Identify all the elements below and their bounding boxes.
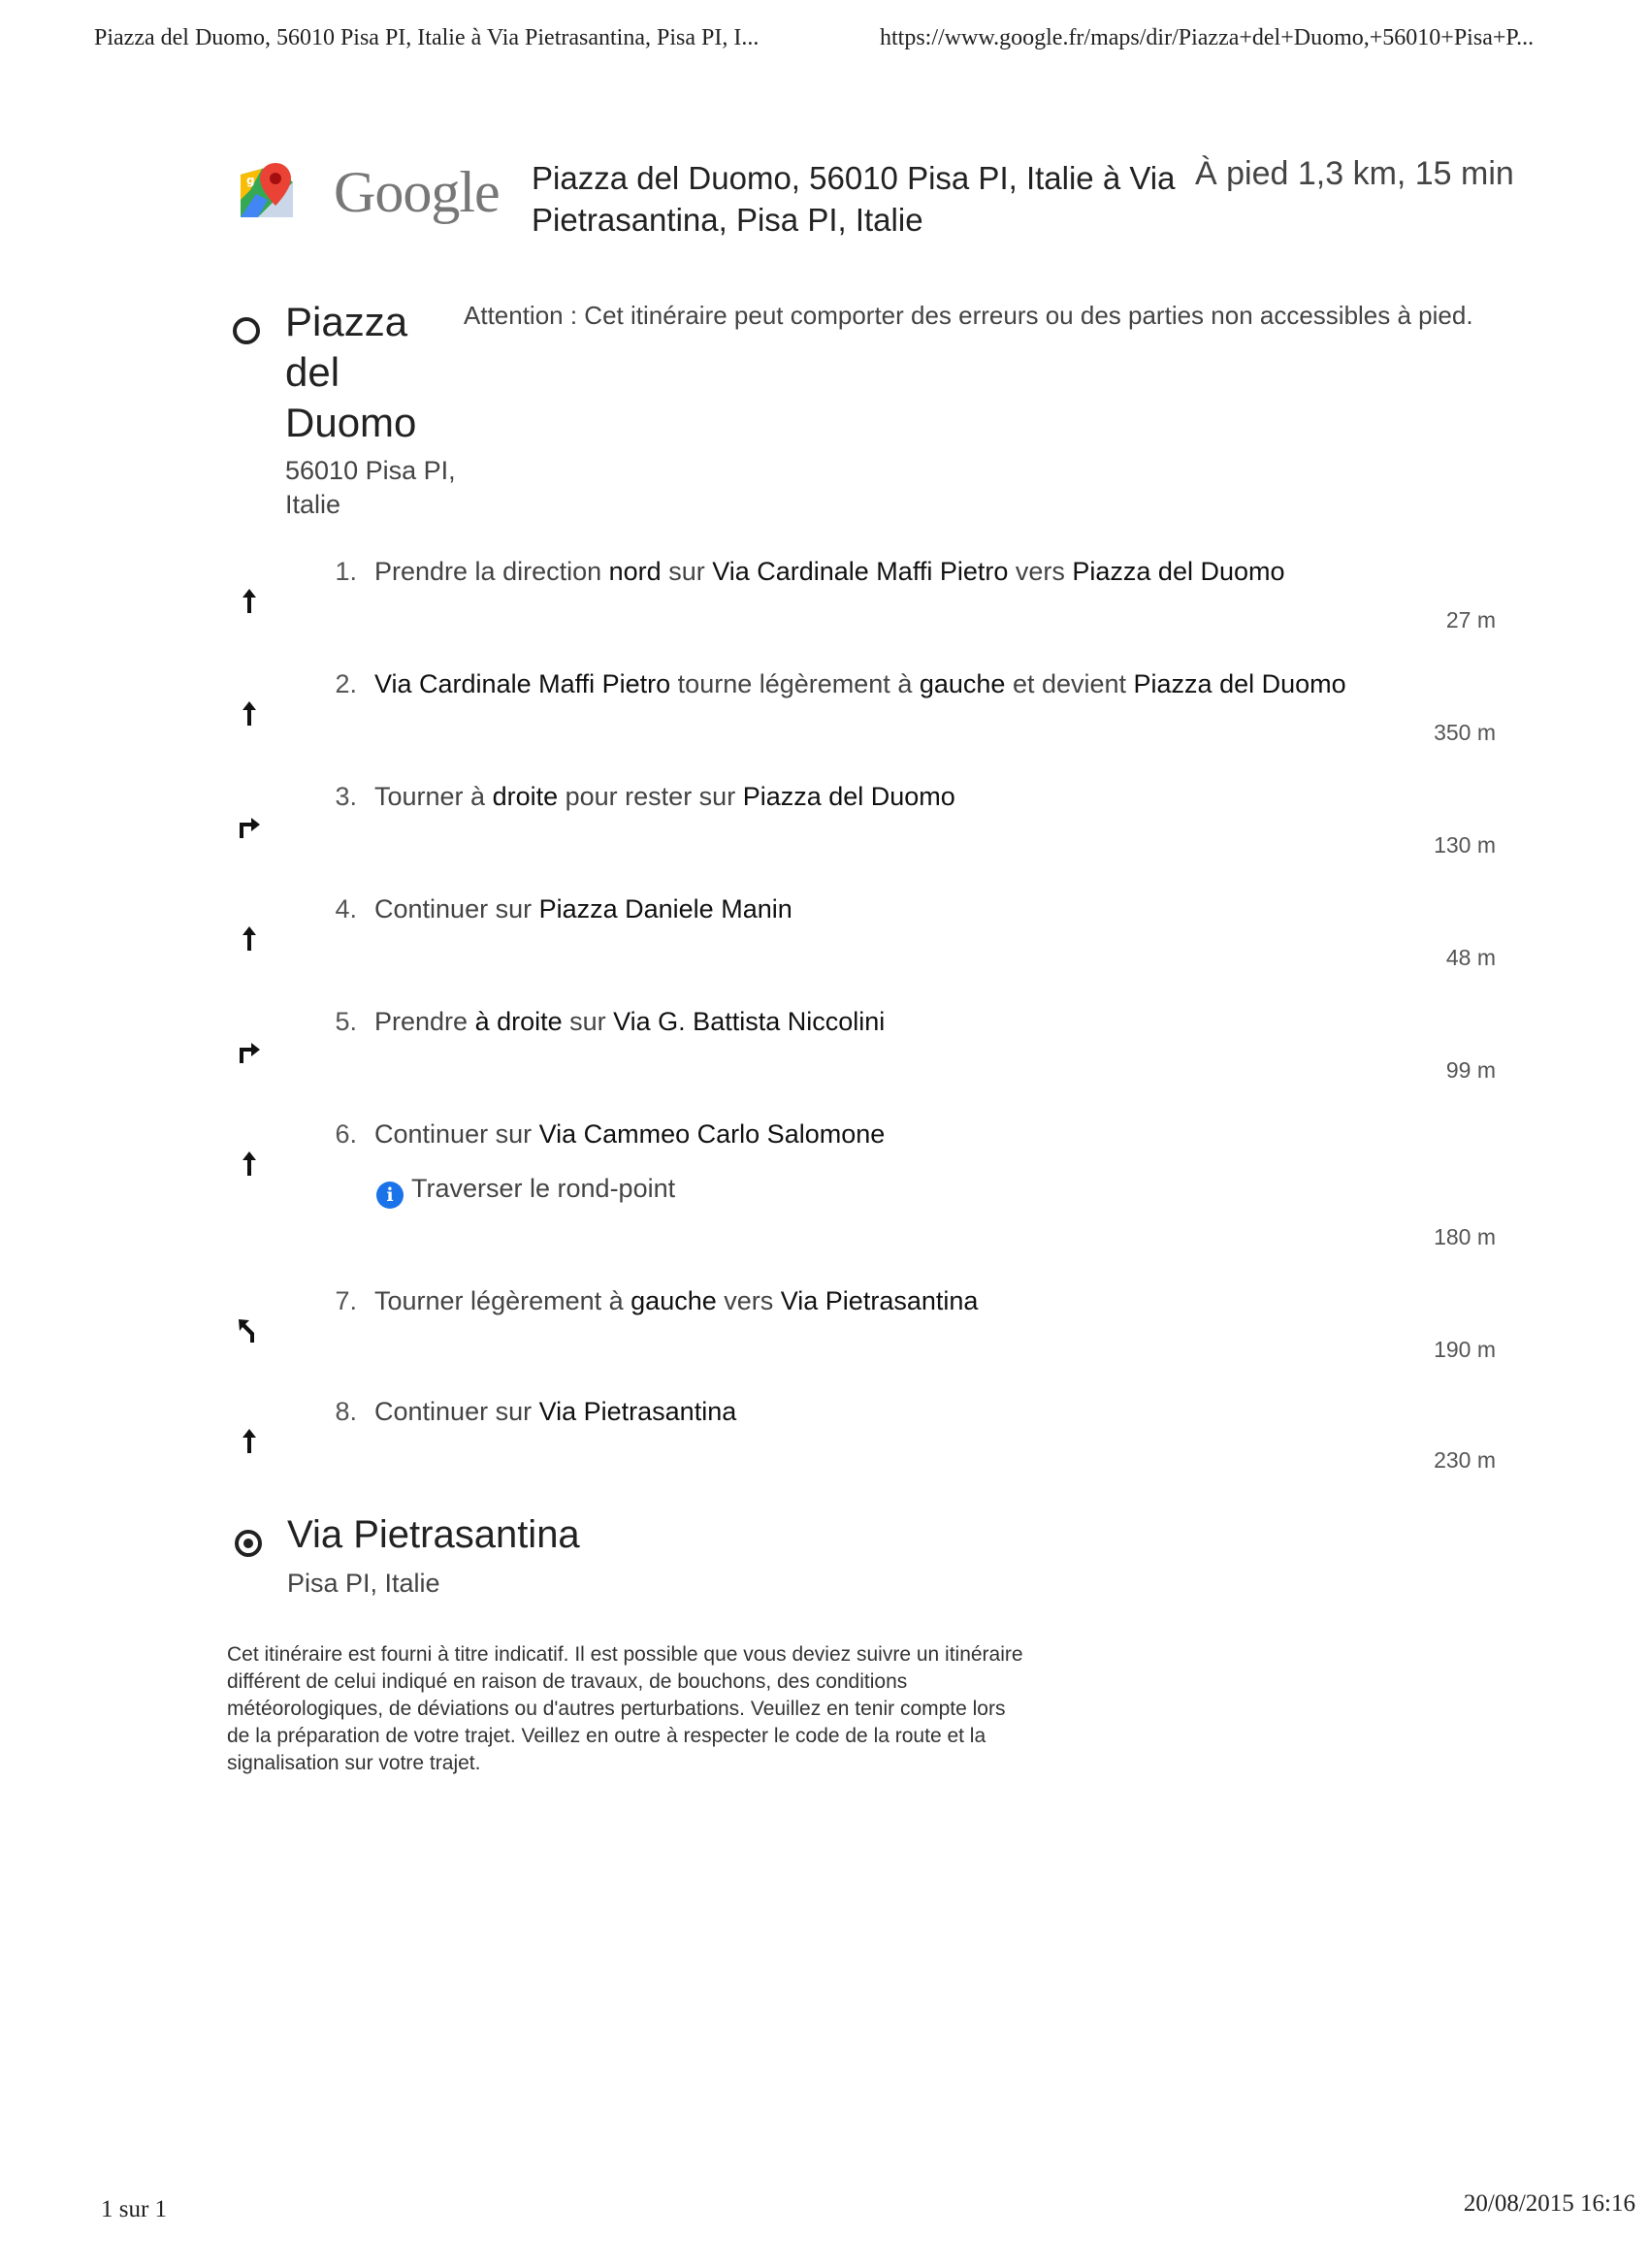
straight-arrow-icon [235,698,264,728]
straight-arrow-icon [235,923,264,953]
print-header [94,25,1630,64]
hollow-circle-icon [233,317,260,344]
destination-circle-icon [235,1530,262,1557]
step-instruction-highlight: nord [608,557,662,586]
step-instruction [374,1397,736,1427]
step-instruction-highlight: Via Cardinale Maffi Pietro [712,557,1009,586]
step-instruction [374,669,1346,699]
destination-address: Pisa PI, Italie [287,1569,440,1598]
step-instruction-text: Tourner légèrement à [374,1286,631,1315]
step-distance: 230 m [1434,1447,1496,1473]
print-footer-page: 1 sur 1 [101,2196,168,2222]
turn-right-arrow-icon [235,811,264,840]
slight-left-arrow-icon [235,1315,264,1345]
svg-text:g: g [246,174,255,187]
direction-step [0,557,1649,664]
print-header-title: Piazza del Duomo, 56010 Pisa PI, Italie à Via Pietrasantina, Pisa PI, I... [94,25,760,50]
step-number: 6. [335,1119,357,1149]
destination-name: Via Pietrasantina [287,1513,580,1556]
step-distance: 130 m [1434,832,1496,858]
route-summary: À pied 1,3 km, 15 min [1195,155,1514,192]
google-wordmark: Google [334,160,500,224]
step-instruction-text: Prendre la direction [374,557,609,586]
direction-step [0,894,1649,1001]
step-distance: 99 m [1445,1057,1496,1083]
step-instruction [374,894,792,924]
step-instruction-text: Tourner à [374,782,493,811]
direction-step [0,782,1649,889]
step-distance: 180 m [1434,1224,1496,1249]
step-instruction [374,1007,885,1037]
step-instruction-text: sur [562,1007,614,1036]
step-instruction-text: vers [1008,557,1073,586]
step-instruction-highlight: Via Pietrasantina [780,1286,979,1315]
step-instruction-text: Continuer sur [374,1397,539,1426]
step-instruction-highlight: Piazza del Duomo [742,782,955,811]
step-distance: 190 m [1434,1337,1496,1362]
step-instruction-text: vers [716,1286,781,1315]
step-note-text: Traverser le rond-point [411,1174,676,1203]
step-instruction-highlight: gauche [630,1286,717,1315]
step-number: 2. [335,669,357,698]
step-instruction-text: Continuer sur [374,1119,539,1149]
step-instruction-highlight: Piazza Daniele Manin [538,894,792,923]
step-number: 3. [335,782,357,811]
step-note [376,1174,675,1209]
walking-warning: Attention : Cet itinéraire peut comporter des erreurs ou des parties non accessibles à pied. [464,301,1473,330]
step-distance: 350 m [1434,720,1496,745]
google-maps-pin-icon [237,161,297,221]
route-title: Piazza del Duomo, 56010 Pisa PI, Italie à Via Pietrasantina, Pisa PI, Italie [532,160,1176,238]
step-instruction [374,782,955,812]
turn-right-arrow-icon [235,1036,264,1065]
straight-arrow-icon [235,1426,264,1455]
direction-step [0,1286,1649,1393]
step-instruction-text: Prendre [374,1007,475,1036]
route-disclaimer: Cet itinéraire est fourni à titre indicatif. Il est possible que vous deviez suivre un itinéraire différent de celui indiqué en raison de travaux, de bouchons, des conditions météorologiques, de déviations ou d'autres perturbations. Veuillez en tenir compte lors de la préparation de votre trajet. Veillez en outre à respecter le code de la route et la signalisation sur votre trajet. [227,1643,1023,1774]
origin-name: Piazza del Duomo [285,299,417,445]
direction-step [0,1007,1649,1114]
step-number: 7. [335,1286,357,1315]
step-instruction-highlight: Via Cammeo Carlo Salomone [538,1119,886,1149]
step-instruction-highlight: droite [492,782,559,811]
print-footer-datetime: 20/08/2015 16:16 [1463,2190,1635,2217]
step-instruction [374,1119,885,1150]
step-distance: 48 m [1445,945,1496,970]
step-instruction-highlight: Piazza del Duomo [1072,557,1285,586]
step-number: 4. [335,894,357,923]
step-instruction-highlight: Via G. Battista Niccolini [613,1007,886,1036]
step-distance: 27 m [1445,607,1496,632]
step-instruction-text: pour rester sur [558,782,743,811]
step-instruction [374,557,1285,587]
step-instruction-text: et devient [1005,669,1134,698]
step-instruction-highlight: Piazza del Duomo [1133,669,1346,698]
step-instruction-highlight: gauche [919,669,1006,698]
route-header [237,155,1517,252]
step-instruction-highlight: à droite [474,1007,563,1036]
step-instruction-text: Continuer sur [374,894,539,923]
step-number: 1. [335,557,357,586]
print-header-url: https://www.google.fr/maps/dir/Piazza+del+Duomo,+56010+Pisa+P... [880,25,1535,50]
info-icon: i [376,1182,404,1209]
origin-address: 56010 Pisa PI, Italie [285,456,456,519]
direction-step [0,669,1649,776]
step-instruction-text: tourne légèrement à [670,669,920,698]
step-instruction-text: sur [661,557,713,586]
step-instruction-highlight: Via Cardinale Maffi Pietro [374,669,671,698]
direction-step [0,1397,1649,1504]
straight-arrow-icon [235,1149,264,1178]
step-instruction [374,1286,978,1316]
step-instruction-highlight: Via Pietrasantina [538,1397,737,1426]
step-number: 5. [335,1007,357,1036]
straight-arrow-icon [235,586,264,615]
step-number: 8. [335,1397,357,1426]
direction-step [0,1119,1649,1249]
